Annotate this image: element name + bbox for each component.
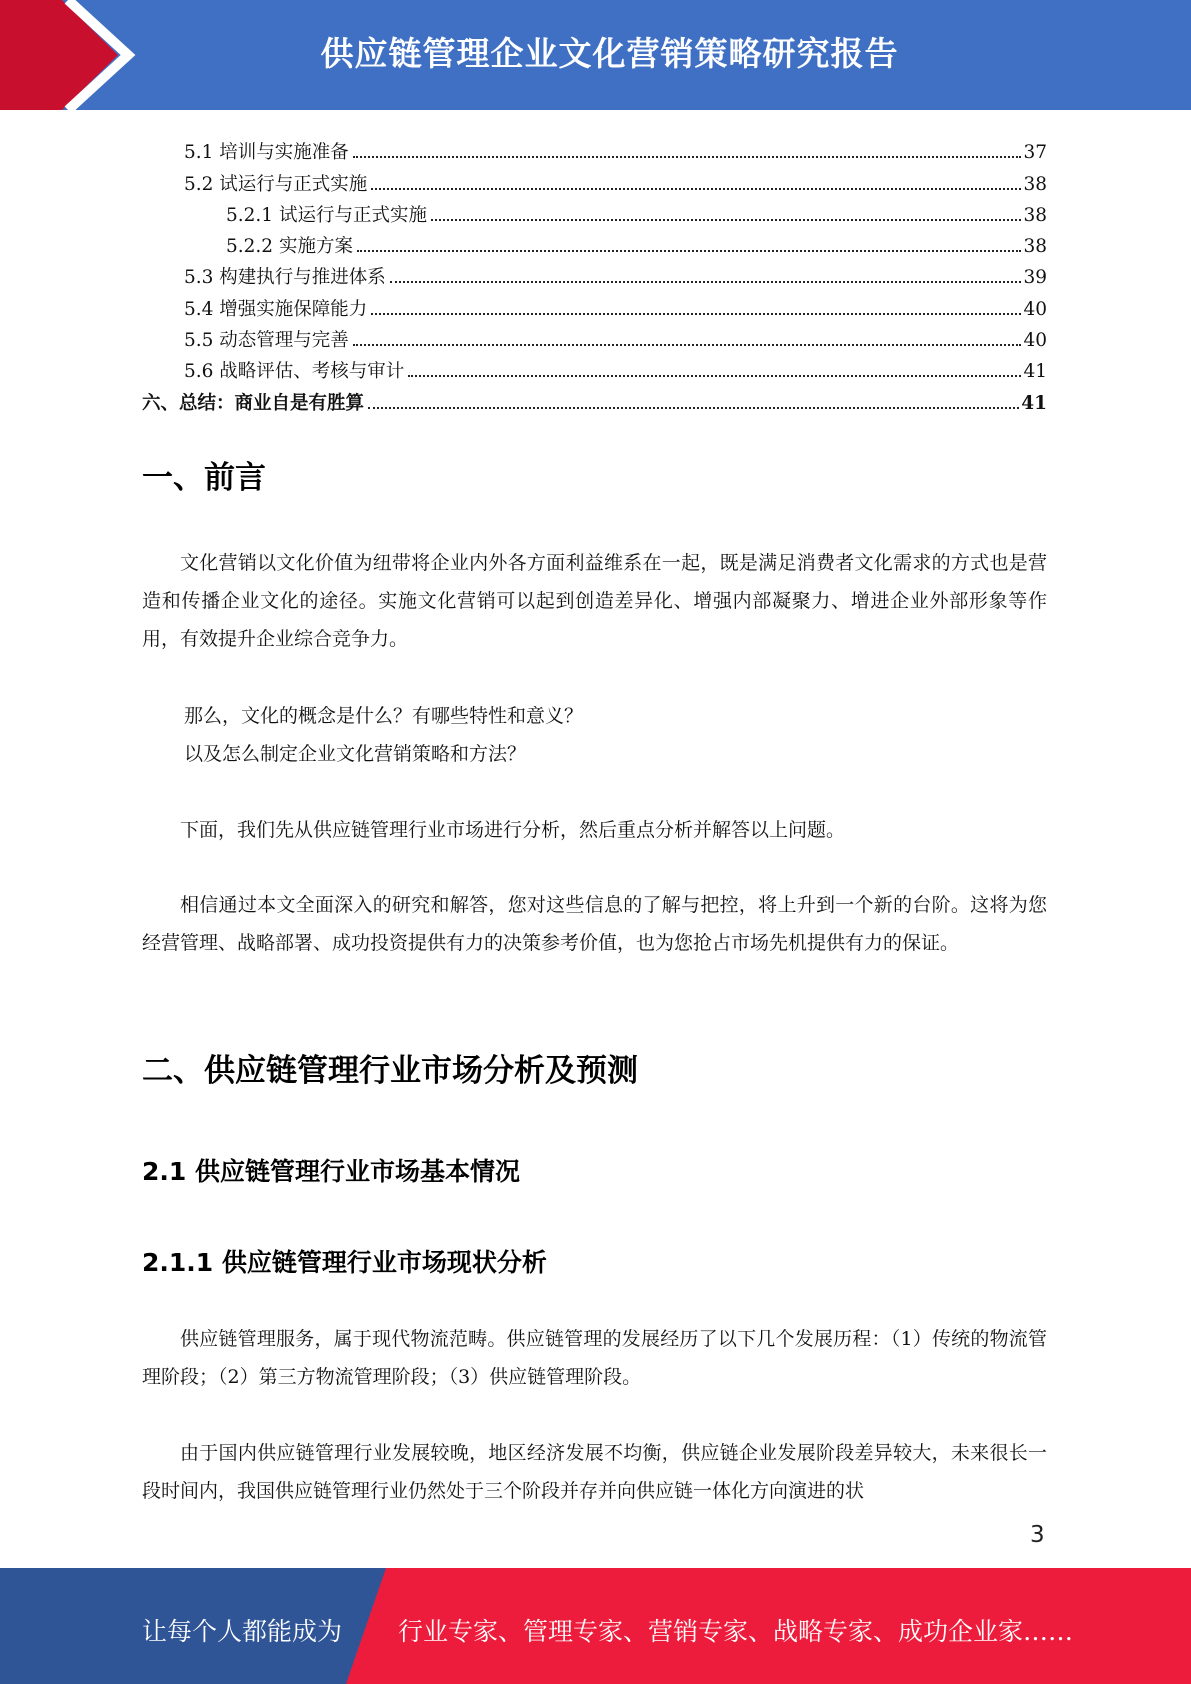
page-header [0,0,1191,110]
page-number: 3 [1030,1522,1045,1548]
toc-entry[interactable]: 六、总结：商业自是有胜算 41 [142,392,1047,414]
subsection-heading: 2.1.1 供应链管理行业市场现状分析 [142,1248,547,1277]
paragraph: 由于国内供应链管理行业发展较晚，地区经济发展不均衡，供应链企业发展阶段差异较大，未来很长一段时间内，我国供应链管理行业仍然处于三个阶段并存并向供应链一体化方向演进的状 [142,1442,1047,1502]
toc-leader [371,188,1021,190]
toc-page: 38 [1023,236,1047,258]
toc-entry[interactable]: 5.3 构建执行与推进体系 39 [184,267,1047,289]
toc-entry[interactable]: 5.2 试运行与正式实施 38 [184,173,1047,195]
toc-leader [353,344,1022,346]
footer-slogan-right: 行业专家、管理专家、营销专家、战略专家、成功企业家…… [398,1617,1074,1646]
toc-page: 40 [1023,330,1047,352]
toc-leader [368,407,1019,409]
toc-page: 39 [1023,267,1047,289]
paragraph: 文化营销以文化价值为纽带将企业内外各方面利益维系在一起，既是满足消费者文化需求的方式也是营造和传播企业文化的途径。实施文化营销可以起到创造差异化、增强内部凝聚力、增进企业外部形象等作用，有效提升企业综合竞争力。 [142,552,1047,650]
footer-slogan-left: 让每个人都能成为 [142,1617,343,1646]
toc-page: 38 [1023,173,1047,195]
toc-entry[interactable]: 5.2.2 实施方案 38 [226,236,1047,258]
paragraph: 相信通过本文全面深入的研究和解答，您对这些信息的了解与把控，将上升到一个新的台阶。这将为您经营管理、战略部署、成功投资提供有力的决策参考价值，也为您抢占市场先机提供有力的保证。 [142,894,1047,954]
toc-leader [431,219,1021,221]
section-heading: 一、前言 [142,460,266,496]
toc-leader [353,156,1022,158]
toc-leader [357,250,1022,252]
toc-page: 41 [1021,392,1047,414]
toc-page: 38 [1023,204,1047,226]
table-of-contents [142,132,1047,414]
question-line: 那么，文化的概念是什么？有哪些特性和意义？ [184,705,584,727]
paragraph: 下面，我们先从供应链管理行业市场进行分析，然后重点分析并解答以上问题。 [180,819,846,841]
toc-entry[interactable]: 5.4 增强实施保障能力 40 [184,298,1047,320]
report-title: 供应链管理企业文化营销策略研究报告 [320,34,899,73]
toc-entry[interactable]: 5.5 动态管理与完善 40 [184,330,1047,352]
toc-entry[interactable]: 5.6 战略评估、考核与审计 41 [184,361,1047,383]
page-footer [0,1568,1191,1684]
toc-leader [390,281,1022,283]
toc-leader [371,313,1021,315]
toc-page: 41 [1023,361,1047,383]
toc-entry[interactable]: 5.1 培训与实施准备 37 [184,142,1047,164]
subsection-heading: 2.1 供应链管理行业市场基本情况 [142,1157,520,1186]
paragraph: 供应链管理服务，属于现代物流范畴。供应链管理的发展经历了以下几个发展历程：（1）传统的物流管理阶段；（2）第三方物流管理阶段；（3）供应链管理阶段。 [142,1328,1047,1388]
question-line: 以及怎么制定企业文化营销策略和方法？ [184,743,527,765]
toc-entry[interactable]: 5.2.1 试运行与正式实施 38 [226,204,1047,226]
toc-page: 37 [1023,142,1047,164]
toc-leader [408,375,1021,377]
toc-page: 40 [1023,298,1047,320]
section-heading: 二、供应链管理行业市场分析及预测 [142,1053,638,1089]
